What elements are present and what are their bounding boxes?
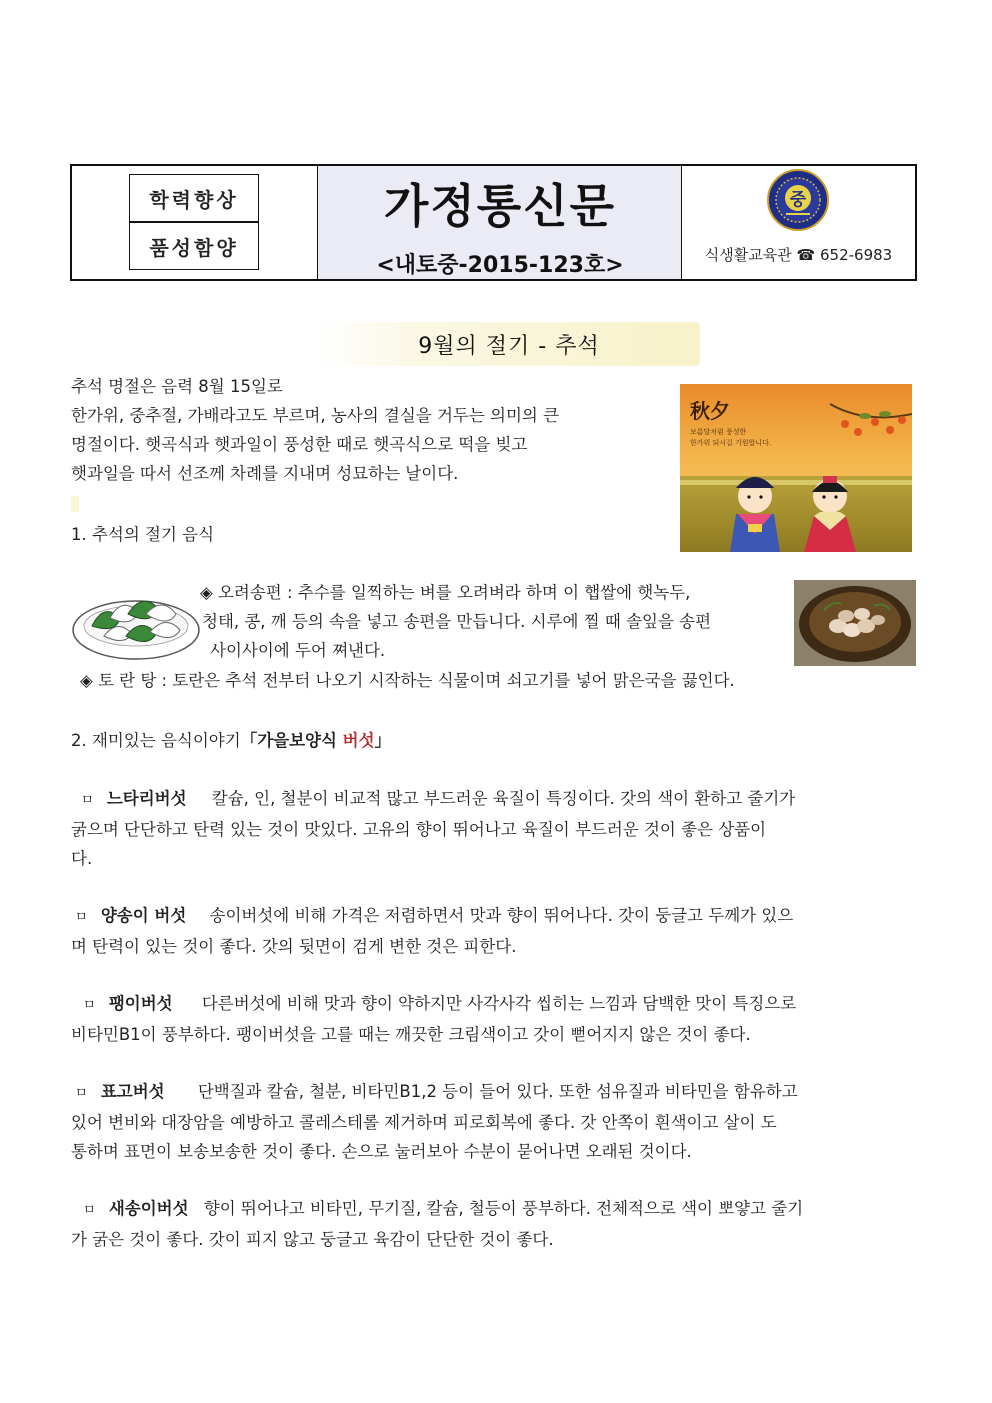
mushroom-desc: 비타민B1이 풍부하다. 팽이버섯을 고를 때는 깨끗한 크림색이고 갓이 뻗어지지 않은 것이 좋다. xyxy=(71,1025,751,1044)
mushroom-name: 양송이 버섯 xyxy=(100,906,187,925)
mushroom-line xyxy=(71,989,921,1020)
songpyeon-line-3: 사이사이에 두어 쪄낸다. xyxy=(210,641,386,660)
close-bracket: 」 xyxy=(374,731,392,750)
section1-heading: 1. 추석의 절기 음식 xyxy=(71,525,215,544)
header-school-cell xyxy=(682,166,915,279)
phone-icon: ☎ xyxy=(796,246,816,264)
phone-number: 652-6983 xyxy=(819,246,893,264)
mushroom-desc: 칼슘, 인, 철분이 비교적 많고 부드러운 육질이 특징이다. 갓의 색이 환하고 줄기가 xyxy=(211,789,796,808)
section2-heading-red: 버섯 xyxy=(342,731,375,750)
mushroom-item-button xyxy=(71,901,921,961)
intro-line-4: 햇과일을 따서 선조께 차례를 지내며 성묘하는 날이다. xyxy=(71,464,459,483)
mushroom-item-enoki xyxy=(71,989,921,1049)
mushroom-desc: 굵으며 단단하고 탄력 있는 것이 맛있다. 고유의 향이 뛰어나고 육질이 부드러운 것이 좋은 상품이 xyxy=(71,820,767,839)
header-title-cell xyxy=(318,166,682,279)
toran-soup-image xyxy=(794,580,916,666)
square-bullet-icon: ㅁ xyxy=(75,1086,88,1101)
tag-academic: 학력향상 xyxy=(129,174,259,222)
toran-line xyxy=(80,666,735,695)
square-bullet-icon: ㅁ xyxy=(81,793,94,808)
section2-heading-bold: 가을보양식 xyxy=(257,731,343,750)
logo-glyph: 중 xyxy=(789,190,807,210)
diamond-bullet-icon: ◈ xyxy=(200,583,213,602)
school-contact xyxy=(682,244,915,265)
highlight-marker xyxy=(71,496,79,512)
square-bullet-icon: ㅁ xyxy=(83,998,96,1013)
songpyeon-image xyxy=(70,580,202,662)
header-tags-cell xyxy=(72,166,318,279)
mushroom-desc: 며 탄력이 있는 것이 좋다. 갓의 뒷면이 검게 변한 것은 피한다. xyxy=(71,937,517,956)
chuseok-greeting-1: 보름달처럼 풍성한 xyxy=(690,428,747,436)
issue-number: <내토중-2015-123호> xyxy=(376,253,624,278)
mushroom-line xyxy=(71,901,921,932)
mushroom-desc: 통하며 표면이 보송보송한 것이 좋다. 손으로 눌러보아 수분이 묻어나면 오래된 것이다. xyxy=(71,1142,692,1161)
section-banner: 9월의 절기 - 추석 xyxy=(318,322,700,366)
songpyeon-line-1 xyxy=(200,578,690,607)
mushroom-name: 새송이버섯 xyxy=(108,1199,189,1218)
mushroom-name: 팽이버섯 xyxy=(108,994,173,1013)
mushroom-desc: 다. xyxy=(71,849,93,868)
tag-character: 품성함양 xyxy=(129,222,259,270)
mushroom-line xyxy=(71,784,921,815)
mushroom-item-king-oyster xyxy=(71,1194,921,1254)
page-title: 가정통신문 xyxy=(383,179,617,233)
diamond-bullet-icon: ◈ xyxy=(80,671,93,690)
mushroom-line xyxy=(71,1194,921,1225)
newsletter-header xyxy=(70,164,917,281)
intro-line-3: 명절이다. 햇곡식과 햇과일이 풍성한 때로 햇곡식으로 떡을 빚고 xyxy=(71,435,528,454)
chuseok-hanja: 秋夕 xyxy=(690,399,730,423)
mushroom-desc: 단백질과 칼슘, 철분, 비타민B1,2 등이 들어 있다. 또한 섬유질과 비타민을 함유하고 xyxy=(197,1082,798,1101)
songpyeon-text-1: 오려송편 : 추수를 일찍하는 벼를 오려벼라 하며 이 햅쌀에 햇녹두, xyxy=(217,583,691,602)
mushroom-desc: 송이버섯에 비해 가격은 저렴하면서 맛과 향이 뛰어나다. 갓이 둥글고 두께가 있으 xyxy=(209,906,794,925)
mushroom-item-oyster xyxy=(71,784,921,873)
chuseok-greeting-2: 한가위 되시길 기원합니다. xyxy=(690,439,772,447)
square-bullet-icon: ㅁ xyxy=(83,1203,96,1218)
intro-line-1: 추석 명절은 음력 8월 15일로 xyxy=(71,377,283,396)
mushroom-desc: 향이 뛰어나고 비타민, 무기질, 칼슘, 철등이 풍부하다. 전체적으로 색이 뽀얗고 줄기 xyxy=(203,1199,804,1218)
section2-heading xyxy=(71,726,391,755)
square-bullet-icon: ㅁ xyxy=(75,910,88,925)
mushroom-desc: 다른버섯에 비해 맛과 향이 약하지만 사각사각 씹히는 느낌과 담백한 맛이 특징으로 xyxy=(201,994,797,1013)
toran-text: 토 란 탕 : 토란은 추석 전부터 나오기 시작하는 식물이며 쇠고기를 넣어 맑은국을 끓인다. xyxy=(97,671,735,690)
songpyeon-line-2: 청태, 콩, 깨 등의 속을 넣고 송편을 만듭니다. 시루에 찔 때 솔잎을 송편 xyxy=(202,612,712,631)
intro-line-2: 한가위, 중추절, 가배라고도 부르며, 농사의 결실을 거두는 의미의 큰 xyxy=(71,406,560,425)
mushroom-name: 표고버섯 xyxy=(100,1082,165,1101)
open-bracket: 「 xyxy=(240,731,258,750)
school-logo xyxy=(766,168,830,232)
mushroom-line xyxy=(71,1077,921,1108)
section2-heading-prefix: 2. 재미있는 음식이야기 xyxy=(71,731,241,750)
mushroom-name: 느타리버섯 xyxy=(106,789,187,808)
school-name: 식생활교육관 xyxy=(704,246,792,264)
mushroom-desc: 있어 변비와 대장암을 예방하고 콜레스테롤 제거하며 피로회복에 좋다. 갓 안쪽이 흰색이고 살이 도 xyxy=(71,1113,777,1132)
mushroom-desc: 가 굵은 것이 좋다. 갓이 피지 않고 둥글고 육감이 단단한 것이 좋다. xyxy=(71,1230,554,1249)
chuseok-illustration xyxy=(680,384,912,552)
mushroom-item-shiitake xyxy=(71,1077,921,1166)
